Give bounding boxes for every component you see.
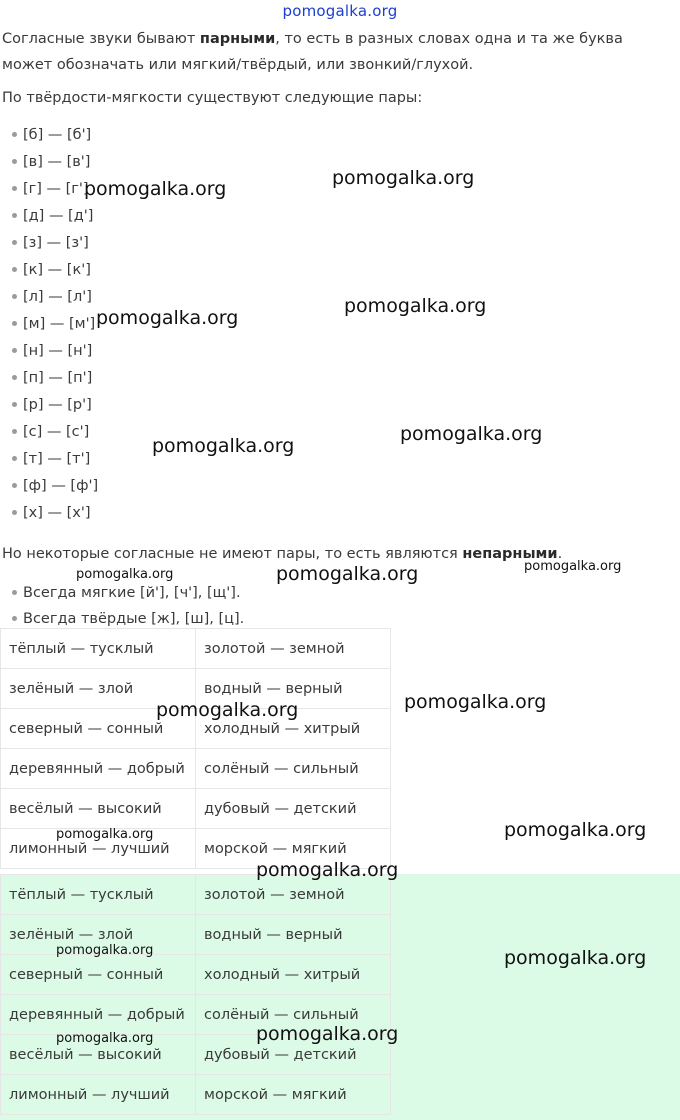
table-cell: золотой — земной (196, 875, 391, 915)
table-cell: зелёный — злой (1, 915, 196, 955)
pair-text: [л] — [л'] (23, 289, 92, 305)
table-cell: северный — сонный (1, 709, 196, 749)
watermark: pomogalka.org (332, 167, 475, 189)
unpaired-text-end: . (557, 546, 563, 562)
table-cell: водный — верный (196, 669, 391, 709)
bullet-icon (12, 267, 17, 272)
table-cell: весёлый — высокий (1, 789, 196, 829)
list-item (12, 230, 98, 257)
intro-bold-term: парными (199, 31, 276, 47)
pair-text: [б] — [б'] (23, 127, 92, 143)
table-cell: северный — сонный (1, 955, 196, 995)
bullet-icon (12, 348, 17, 353)
pair-text: [п] — [п'] (23, 370, 93, 386)
list-item (12, 284, 98, 311)
table-cell: холодный — хитрый (196, 709, 391, 749)
pair-text: [к] — [к'] (23, 262, 91, 278)
pair-text: [т] — [т'] (23, 451, 91, 467)
watermark: pomogalka.org (524, 559, 622, 574)
watermark: pomogalka.org (504, 819, 647, 841)
intro-paragraph (2, 26, 672, 78)
watermark: pomogalka.org (256, 859, 399, 881)
pair-text: [м] — [м'] (23, 316, 96, 332)
list-item (12, 149, 98, 176)
table-row (1, 1075, 391, 1115)
list-item (12, 392, 98, 419)
bullet-icon (12, 402, 17, 407)
bullet-icon (12, 321, 17, 326)
table-row (1, 749, 391, 789)
table-cell: деревянный — добрый (1, 749, 196, 789)
unpaired-item-text: Всегда мягкие [й'], [ч'], [щ']. (23, 585, 241, 601)
pair-text: [г] — [г'] (23, 181, 89, 197)
bullet-icon (12, 590, 17, 595)
word-pairs-table-repeat (0, 874, 391, 1115)
bullet-icon (12, 213, 17, 218)
table-cell: тёплый — тусклый (1, 875, 196, 915)
watermark: pomogalka.org (56, 1031, 154, 1046)
pair-text: [ф] — [ф'] (23, 478, 99, 494)
table-cell: дубовый — детский (196, 789, 391, 829)
table-cell: лимонный — лучший (1, 1075, 196, 1115)
watermark: pomogalka.org (96, 307, 239, 329)
list-item (12, 419, 98, 446)
bullet-icon (12, 456, 17, 461)
unpaired-list (12, 580, 244, 632)
list-item (12, 473, 98, 500)
list-item (12, 338, 98, 365)
bullet-icon (12, 375, 17, 380)
bullet-icon (12, 186, 17, 191)
bullet-icon (12, 483, 17, 488)
watermark: pomogalka.org (152, 435, 295, 457)
intro-text: Согласные звуки бывают (2, 31, 200, 47)
watermark: pomogalka.org (76, 567, 174, 582)
list-item (12, 365, 98, 392)
list-item (12, 446, 98, 473)
pair-text: [н] — [н'] (23, 343, 93, 359)
bullet-icon (12, 132, 17, 137)
bullet-icon (12, 510, 17, 515)
list-item (12, 580, 244, 606)
intro-text-rest: , то есть в разных словах одна и та же буква может обозначать или мягкий/твёрдый, или звонкий/глухой. (2, 31, 623, 73)
pair-text: [д] — [д'] (23, 208, 94, 224)
bullet-icon (12, 294, 17, 299)
unpaired-item-text: Всегда твёрдые [ж], [ш], [ц]. (23, 611, 245, 627)
unpaired-bold-term: непарными (462, 546, 558, 562)
table-cell: лимонный — лучший (1, 829, 196, 869)
watermark: pomogalka.org (276, 563, 419, 585)
watermark: pomogalka.org (400, 423, 543, 445)
watermark: pomogalka.org (56, 943, 154, 958)
list-item (12, 257, 98, 284)
table-cell: солёный — сильный (196, 749, 391, 789)
bullet-icon (12, 159, 17, 164)
watermark: pomogalka.org (156, 699, 299, 721)
table-cell: водный — верный (196, 915, 391, 955)
list-item (12, 311, 98, 338)
table-cell: солёный — сильный (196, 995, 391, 1035)
table-cell: морской — мягкий (196, 1075, 391, 1115)
pair-text: [в] — [в'] (23, 154, 91, 170)
pairs-heading: По твёрдости-мягкости существуют следующие пары: (2, 90, 423, 106)
bullet-icon (12, 240, 17, 245)
unpaired-text: Но некоторые согласные не имеют пары, то есть являются (2, 546, 463, 562)
bullet-icon (12, 616, 17, 621)
pair-text: [с] — [с'] (23, 424, 90, 440)
watermark: pomogalka.org (404, 691, 547, 713)
table-row (1, 629, 391, 669)
table-cell: холодный — хитрый (196, 955, 391, 995)
list-item (12, 203, 98, 230)
pair-text: [з] — [з'] (23, 235, 89, 251)
list-item (12, 122, 98, 149)
pair-text: [х] — [х'] (23, 505, 91, 521)
site-header[interactable]: pomogalka.org (282, 2, 398, 20)
table-cell: деревянный — добрый (1, 995, 196, 1035)
table-row (1, 789, 391, 829)
table-cell: весёлый — высокий (1, 1035, 196, 1075)
table-cell: золотой — земной (196, 629, 391, 669)
bullet-icon (12, 429, 17, 434)
watermark: pomogalka.org (256, 1023, 399, 1045)
list-item (12, 500, 98, 527)
watermark: pomogalka.org (84, 178, 227, 200)
table-row (1, 955, 391, 995)
table-cell: тёплый — тусклый (1, 629, 196, 669)
table-cell: морской — мягкий (196, 829, 391, 869)
table-cell: зелёный — злой (1, 669, 196, 709)
watermark: pomogalka.org (504, 947, 647, 969)
watermark: pomogalka.org (56, 827, 154, 842)
table-cell: дубовый — детский (196, 1035, 391, 1075)
pair-text: [р] — [р'] (23, 397, 92, 413)
watermark: pomogalka.org (344, 295, 487, 317)
